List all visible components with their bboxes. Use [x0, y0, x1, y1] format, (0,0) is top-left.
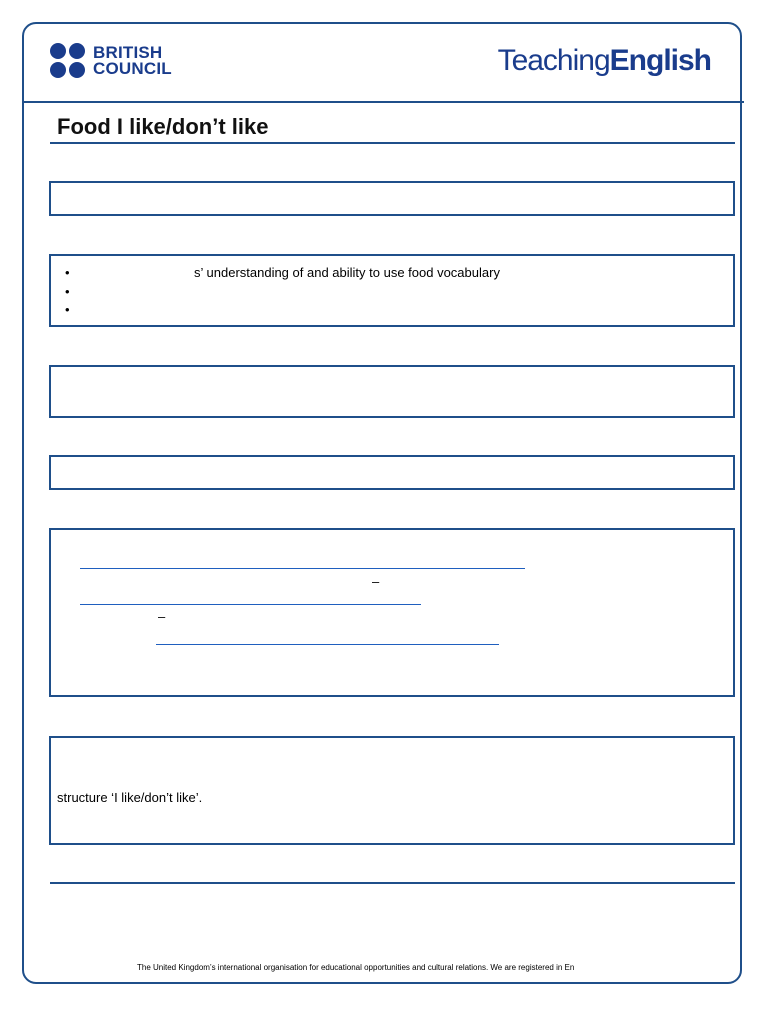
- british-council-dots-icon: [50, 43, 86, 79]
- bc-line2: COUNCIL: [93, 59, 172, 78]
- bullet-icon: •: [65, 283, 70, 299]
- british-council-logo: [50, 43, 172, 79]
- bottom-divider: [50, 882, 735, 884]
- level-box: [49, 455, 735, 490]
- age-group-box: [49, 365, 735, 418]
- header-divider: [22, 101, 744, 103]
- title-divider: [50, 142, 735, 144]
- resources-box: [49, 528, 735, 697]
- bullet-icon: •: [65, 302, 70, 317]
- british-council-wordmark: [93, 45, 172, 77]
- page-title: Food I like/don’t like: [57, 114, 269, 139]
- introduction-text: structure ‘I like/don’t like’.: [57, 790, 203, 805]
- bc-line1: BRITISH: [93, 43, 163, 62]
- footer-text: The United Kingdom’s international organisation for educational opportunities and cultural relations. We are registered in En: [137, 963, 575, 972]
- resource-link-3[interactable]: [156, 644, 499, 645]
- te-logo-light: Teaching: [497, 44, 610, 77]
- introduction-box: [49, 736, 735, 845]
- teaching-english-logo: [498, 44, 711, 78]
- aims-box: [49, 254, 735, 327]
- resource-link-2[interactable]: [80, 604, 421, 605]
- dash-text: –: [372, 574, 380, 589]
- te-logo-bold: English: [609, 44, 711, 77]
- bullet-icon: •: [65, 265, 70, 280]
- topic-box: [49, 181, 735, 216]
- aim-text: s’ understanding of and ability to use food vocabulary: [194, 265, 500, 280]
- dash-text: –: [158, 609, 166, 624]
- resource-link-1[interactable]: [80, 568, 525, 569]
